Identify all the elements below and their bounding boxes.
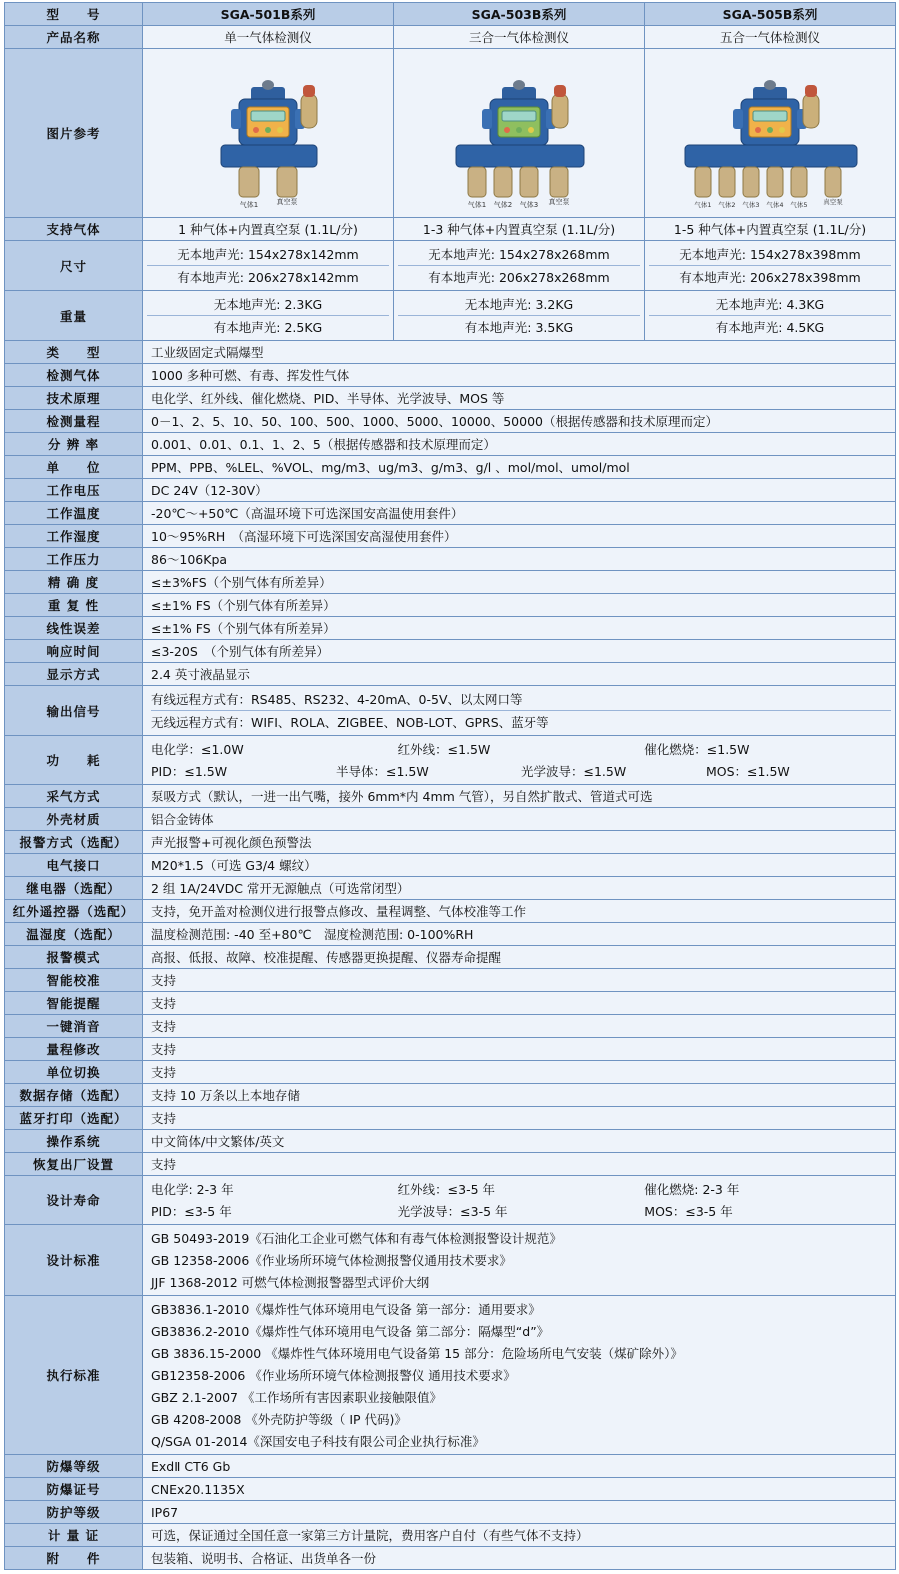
row-value-metro-cert: 可选，保证通过全国任意一家第三方计量院，费用客户自付（有些气体不支持） [143,1524,896,1547]
exec-standard-line-5: GBZ 2.1-2007 《工作场所有害因素职业接触限值》 [151,1390,442,1405]
weight-3-a: 无本地声光: 4.3KG [715,297,825,312]
row-label-alarm-mode: 报警模式 [5,946,143,969]
row-value-bt-print: 支持 [143,1107,896,1130]
row-value-data-store: 支持 10 万条以上本地存储 [143,1084,896,1107]
exec-standard-line-3: GB 3836.15-2000 《爆炸性气体环境用电气设备第 15 部分：危险场所电气安装（煤矿除外）》 [151,1346,683,1361]
row-label-sampling: 采气方式 [5,785,143,808]
table-row-response [5,640,896,663]
table-row-data-store [5,1084,896,1107]
table-row-power [5,736,896,785]
table-row-product-name [5,26,896,49]
table-row-work-humidity [5,525,896,548]
row-value-response: ≤3-20S （个别气体有所差异） [143,640,896,663]
row-label-accuracy: 精 确 度 [5,571,143,594]
row-label-detect-gas: 检测气体 [5,364,143,387]
table-row-temp-humi-opt [5,923,896,946]
life-mos: MOS：≤3-5 年 [644,1204,733,1219]
row-label-exec-standard: 执行标准 [5,1296,143,1455]
row-value-work-humidity: 10～95%RH （高湿环境下可选深国安高湿使用套件） [143,525,896,548]
row-value-one-key-mute: 支持 [143,1015,896,1038]
svg-text:气体1: 气体1 [467,201,487,209]
row-value-alarm-mode: 高报、低报、故障、校准提醒、传感器更换提醒、仪器寿命提醒 [143,946,896,969]
table-row-ir-remote [5,900,896,923]
row-value-repeat: ≤±1% FS（个别气体有所差异） [143,594,896,617]
row-value-smart-remind: 支持 [143,992,896,1015]
table-row-work-voltage [5,479,896,502]
table-row-work-temp [5,502,896,525]
row-label-type: 类 型 [5,341,143,364]
row-label-output: 输出信号 [5,686,143,736]
row-label-design-life: 设计寿命 [5,1176,143,1225]
power-optical: 光学波导：≤1.5W [521,764,627,779]
table-row-display [5,663,896,686]
table-row-smart-cal [5,969,896,992]
table-row-model [5,3,896,26]
row-value-type: 工业级固定式隔爆型 [143,341,896,364]
product-name-2: 三合一气体检测仪 [394,26,645,49]
product-name-3: 五合一气体检测仪 [645,26,896,49]
row-value-design-life [143,1176,896,1225]
row-label-display: 显示方式 [5,663,143,686]
row-label-response: 响应时间 [5,640,143,663]
row-label-design-standard: 设计标准 [5,1225,143,1296]
product-image-3 [645,49,896,218]
row-value-factory-reset: 支持 [143,1153,896,1176]
table-row-accessories [5,1547,896,1570]
size-1-b: 有本地声光: 206x278x142mm [147,265,389,288]
row-value-electric-port: M20*1.5（可选 G3/4 螺纹） [143,854,896,877]
table-row-range [5,410,896,433]
table-row-range-modify [5,1038,896,1061]
svg-text:真空泵: 真空泵 [823,198,843,206]
table-row-one-key-mute [5,1015,896,1038]
design-standard-line-1: GB 50493-2019《石油化工企业可燃气体和有毒气体检测报警设计规范》 [151,1231,562,1246]
table-row-design-standard [5,1225,896,1296]
table-row-exec-standard [5,1296,896,1455]
table-row-ip-level [5,1501,896,1524]
row-value-output [143,686,896,736]
table-row-metro-cert [5,1524,896,1547]
product-name-1: 单一气体检测仪 [143,26,394,49]
weight-3 [645,291,896,341]
table-row-image [5,49,896,218]
weight-1-b: 有本地声光: 2.5KG [147,315,389,338]
svg-text:气体2: 气体2 [718,201,736,209]
model-col-1: SGA-501B系列 [143,3,394,26]
table-row-type [5,341,896,364]
table-row-relay [5,877,896,900]
support-gas-1: 1 种气体+内置真空泵 (1.1L/分) [143,218,394,241]
svg-text:气体4: 气体4 [766,201,784,209]
weight-2-a: 无本地声光: 3.2KG [464,297,574,312]
design-standard-line-3: JJF 1368-2012 可燃气体检测报警器型式评价大纲 [151,1275,430,1290]
row-label-unit: 单 位 [5,456,143,479]
row-label-alarm-mode-opt: 报警方式（选配） [5,831,143,854]
row-label-accessories: 附 件 [5,1547,143,1570]
svg-text:气体1: 气体1 [239,201,259,209]
row-value-exec-standard [143,1296,896,1455]
row-value-alarm-mode-opt: 声光报警+可视化颜色预警法 [143,831,896,854]
row-value-sampling: 泵吸方式（默认，一进一出气嘴，接外 6mm*内 4mm 气管），另自然扩散式、管道式可选 [143,785,896,808]
table-row-design-life [5,1176,896,1225]
weight-2 [394,291,645,341]
row-label-model: 型 号 [5,3,143,26]
table-row-tech-principle [5,387,896,410]
row-label-product-name: 产品名称 [5,26,143,49]
size-3-a: 无本地声光: 154x278x398mm [679,247,861,262]
exec-standard-line-4: GB12358-2006 《作业场所环境气体检测报警仪 通用技术要求》 [151,1368,516,1383]
row-label-smart-cal: 智能校准 [5,969,143,992]
output-wireless: 无线远程方式有：WIFI、ROLA、ZIGBEE、NOB-LOT、GPRS、蓝牙等 [151,710,891,733]
product-image-2 [394,49,645,218]
row-value-ex-level: ExdⅡ CT6 Gb [143,1455,896,1478]
row-value-linear: ≤±1% FS（个别气体有所差异） [143,617,896,640]
design-standard-line-2: GB 12358-2006《作业场所环境气体检测报警仪通用技术要求》 [151,1253,512,1268]
table-row-resolution [5,433,896,456]
row-label-os: 操作系统 [5,1130,143,1153]
row-label-bt-print: 蓝牙打印（选配） [5,1107,143,1130]
size-2 [394,241,645,291]
table-row-alarm-mode [5,946,896,969]
svg-text:真空泵: 真空泵 [548,198,570,206]
row-label-one-key-mute: 一键消音 [5,1015,143,1038]
row-label-ir-remote: 红外遥控器（选配） [5,900,143,923]
svg-text:气体2: 气体2 [493,201,513,209]
row-label-work-temp: 工作温度 [5,502,143,525]
row-value-unit-switch: 支持 [143,1061,896,1084]
spec-table [4,2,896,1570]
svg-text:气体5: 气体5 [790,201,808,209]
row-value-accuracy: ≤±3%FS（个别气体有所差异） [143,571,896,594]
model-col-2: SGA-503B系列 [394,3,645,26]
row-label-support-gas: 支持气体 [5,218,143,241]
table-row-support-gas [5,218,896,241]
row-value-ip-level: IP67 [143,1501,896,1524]
size-2-a: 无本地声光: 154x278x268mm [428,247,610,262]
row-label-power: 功 耗 [5,736,143,785]
table-row-factory-reset [5,1153,896,1176]
row-label-temp-humi-opt: 温湿度（选配） [5,923,143,946]
table-row-sampling [5,785,896,808]
life-echem: 电化学: 2-3 年 [151,1182,234,1197]
svg-text:气体3: 气体3 [742,201,760,209]
row-label-image: 图片参考 [5,49,143,218]
table-row-bt-print [5,1107,896,1130]
power-pid: PID：≤1.5W [151,764,228,779]
row-value-power [143,736,896,785]
table-row-shell [5,808,896,831]
weight-1-a: 无本地声光: 2.3KG [213,297,323,312]
row-label-tech-principle: 技术原理 [5,387,143,410]
weight-2-b: 有本地声光: 3.5KG [398,315,640,338]
power-ir: 红外线：≤1.5W [397,742,491,757]
table-row-unit [5,456,896,479]
life-ir: 红外线：≤3-5 年 [397,1182,496,1197]
power-semi: 半导体：≤1.5W [336,764,429,779]
table-row-size [5,241,896,291]
table-row-smart-remind [5,992,896,1015]
table-row-work-pressure [5,548,896,571]
row-value-design-standard [143,1225,896,1296]
row-label-ex-cert: 防爆证号 [5,1478,143,1501]
row-label-data-store: 数据存储（选配） [5,1084,143,1107]
row-value-work-pressure: 86～106Kpa [143,548,896,571]
row-value-range: 0－1、2、5、10、50、100、500、1000、5000、10000、50000（根据传感器和技术原理而定） [143,410,896,433]
table-row-repeat [5,594,896,617]
power-catalytic: 催化燃烧：≤1.5W [644,742,750,757]
svg-text:真空泵: 真空泵 [276,198,298,206]
row-label-electric-port: 电气接口 [5,854,143,877]
detector-illustration-3 [645,49,895,217]
row-label-factory-reset: 恢复出厂设置 [5,1153,143,1176]
row-value-detect-gas: 1000 多种可燃、有毒、挥发性气体 [143,364,896,387]
row-label-work-pressure: 工作压力 [5,548,143,571]
row-value-temp-humi-opt: 温度检测范围: -40 至+80℃ 湿度检测范围: 0-100%RH [143,923,896,946]
table-row-electric-port [5,854,896,877]
row-value-work-temp: -20℃～+50℃（高温环境下可选深国安高温使用套件） [143,502,896,525]
row-value-relay: 2 组 1A/24VDC 常开无源触点（可选常闭型） [143,877,896,900]
table-row-ex-level [5,1455,896,1478]
table-row-linear [5,617,896,640]
support-gas-2: 1-3 种气体+内置真空泵 (1.1L/分) [394,218,645,241]
detector-illustration-1 [143,49,393,217]
product-image-1 [143,49,394,218]
row-value-unit: PPM、PPB、%LEL、%VOL、mg/m3、ug/m3、g/m3、g/l 、mol/mol、umol/mol [143,456,896,479]
row-label-range-modify: 量程修改 [5,1038,143,1061]
weight-1 [143,291,394,341]
exec-standard-line-2: GB3836.2-2010《爆炸性气体环境用电气设备 第二部分：隔爆型“d”》 [151,1324,550,1339]
row-label-weight: 重量 [5,291,143,341]
row-label-unit-switch: 单位切换 [5,1061,143,1084]
exec-standard-line-6: GB 4208-2008 《外壳防护等级（ IP 代码)》 [151,1412,407,1427]
svg-text:气体1: 气体1 [694,201,712,209]
svg-text:气体3: 气体3 [519,201,539,209]
row-value-os: 中文简体/中文繁体/英文 [143,1130,896,1153]
power-mos: MOS：≤1.5W [706,764,790,779]
weight-3-b: 有本地声光: 4.5KG [649,315,891,338]
row-value-smart-cal: 支持 [143,969,896,992]
row-value-ex-cert: CNEx20.1135X [143,1478,896,1501]
row-label-range: 检测量程 [5,410,143,433]
row-value-resolution: 0.001、0.01、0.1、1、2、5（根据传感器和技术原理而定） [143,433,896,456]
output-wired: 有线远程方式有：RS485、RS232、4-20mA、0-5V、以太网口等 [151,692,523,707]
row-label-ip-level: 防护等级 [5,1501,143,1524]
row-value-display: 2.4 英寸液晶显示 [143,663,896,686]
row-label-work-humidity: 工作湿度 [5,525,143,548]
size-2-b: 有本地声光: 206x278x268mm [398,265,640,288]
row-label-ex-level: 防爆等级 [5,1455,143,1478]
table-row-unit-switch [5,1061,896,1084]
row-label-repeat: 重 复 性 [5,594,143,617]
row-label-relay: 继电器（选配） [5,877,143,900]
row-value-range-modify: 支持 [143,1038,896,1061]
table-row-weight [5,291,896,341]
row-label-shell: 外壳材质 [5,808,143,831]
size-3 [645,241,896,291]
model-col-3: SGA-505B系列 [645,3,896,26]
table-row-output [5,686,896,736]
detector-illustration-2 [394,49,644,217]
row-label-metro-cert: 计 量 证 [5,1524,143,1547]
row-value-shell: 铝合金铸体 [143,808,896,831]
row-label-resolution: 分 辨 率 [5,433,143,456]
row-value-ir-remote: 支持，免开盖对检测仪进行报警点修改、量程调整、气体校准等工作 [143,900,896,923]
table-row-alarm-mode-opt [5,831,896,854]
table-row-ex-cert [5,1478,896,1501]
row-label-size: 尺寸 [5,241,143,291]
support-gas-3: 1-5 种气体+内置真空泵 (1.1L/分) [645,218,896,241]
table-row-os [5,1130,896,1153]
life-optical: 光学波导：≤3-5 年 [397,1204,508,1219]
row-value-work-voltage: DC 24V（12-30V） [143,479,896,502]
row-value-accessories: 包装箱、说明书、合格证、出货单各一份 [143,1547,896,1570]
life-catalytic: 催化燃烧: 2-3 年 [644,1182,740,1197]
row-label-linear: 线性误差 [5,617,143,640]
row-label-work-voltage: 工作电压 [5,479,143,502]
row-label-smart-remind: 智能提醒 [5,992,143,1015]
table-row-detect-gas [5,364,896,387]
exec-standard-line-1: GB3836.1-2010《爆炸性气体环境用电气设备 第一部分：通用要求》 [151,1302,541,1317]
size-1-a: 无本地声光: 154x278x142mm [177,247,359,262]
exec-standard-line-7: Q/SGA 01-2014《深国安电子科技有限公司企业执行标准》 [151,1434,485,1449]
size-3-b: 有本地声光: 206x278x398mm [649,265,891,288]
power-echem: 电化学：≤1.0W [151,742,244,757]
size-1 [143,241,394,291]
table-row-accuracy [5,571,896,594]
life-pid: PID：≤3-5 年 [151,1204,232,1219]
row-value-tech-principle: 电化学、红外线、催化燃烧、PID、半导体、光学波导、MOS 等 [143,387,896,410]
